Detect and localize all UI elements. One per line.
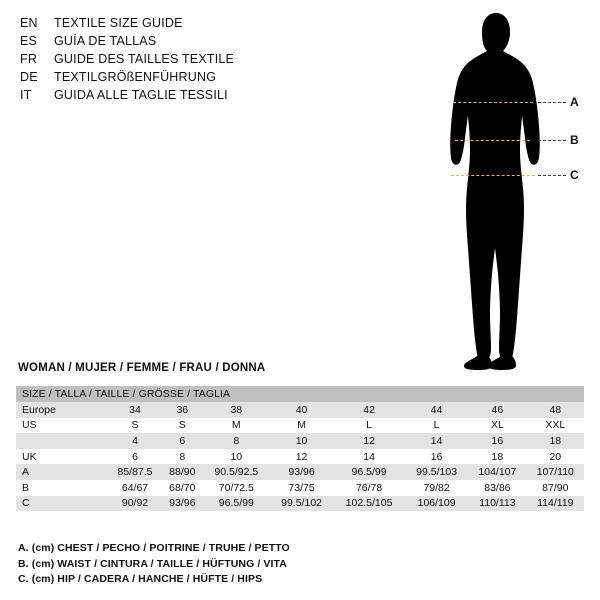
cell: S xyxy=(162,418,203,434)
cell: 85/87.5 xyxy=(108,464,162,480)
cell: XXL xyxy=(527,418,584,434)
language-code: IT xyxy=(20,88,32,102)
cell: 16 xyxy=(405,449,468,465)
table-header-label: SIZE / TALLA / TAILLE / GRÖSSE / TAGLIA xyxy=(16,386,584,402)
cell: 18 xyxy=(468,449,527,465)
cell: 87/90 xyxy=(527,480,584,496)
cell: 104/107 xyxy=(468,464,527,480)
cell: 46 xyxy=(468,402,527,418)
table-row xyxy=(16,480,584,496)
cell: M xyxy=(270,418,333,434)
marker-label-a: A xyxy=(570,95,579,109)
language-code: DE xyxy=(20,70,38,84)
row-label: US xyxy=(16,418,108,434)
measurement-legend xyxy=(18,541,578,588)
hip-measure-line xyxy=(451,175,535,176)
cell: 10 xyxy=(270,433,333,449)
cell: 88/90 xyxy=(162,464,203,480)
cell: 14 xyxy=(333,449,405,465)
cell: 110/113 xyxy=(468,496,527,512)
cell: L xyxy=(333,418,405,434)
language-title: TEXTILGRÖßENFÜHRUNG xyxy=(54,70,217,84)
chest-leader-line xyxy=(538,102,566,103)
waist-measure-line xyxy=(455,140,530,141)
female-body-figure xyxy=(420,8,590,378)
table-header-row xyxy=(16,386,584,402)
cell: XL xyxy=(468,418,527,434)
cell: 96.5/99 xyxy=(203,496,271,512)
marker-label-c: C xyxy=(570,168,579,182)
language-title: GUIDE DES TAILLES TEXTILE xyxy=(54,52,235,66)
language-row xyxy=(20,14,340,32)
cell: 6 xyxy=(108,449,162,465)
cell: 20 xyxy=(527,449,584,465)
language-code: FR xyxy=(20,52,38,66)
row-label xyxy=(16,433,108,449)
row-label: B xyxy=(16,480,108,496)
cell: 10 xyxy=(203,449,271,465)
legend-item-a: A. (cm) CHEST / PECHO / POITRINE / TRUHE / PETTO xyxy=(18,542,290,554)
language-row xyxy=(20,86,340,104)
cell: L xyxy=(405,418,468,434)
cell: 102.5/105 xyxy=(333,496,405,512)
cell: 93/96 xyxy=(270,464,333,480)
cell: 14 xyxy=(405,433,468,449)
language-row xyxy=(20,68,340,86)
cell: 68/70 xyxy=(162,480,203,496)
cell: 6 xyxy=(162,433,203,449)
cell: 99.5/102 xyxy=(270,496,333,512)
cell: 99.5/103 xyxy=(405,464,468,480)
row-label: A xyxy=(16,464,108,480)
cell: 8 xyxy=(162,449,203,465)
legend-item-c: C. (cm) HIP / CADERA / HANCHE / HÜFTE / HIPS xyxy=(18,573,263,585)
size-table xyxy=(16,386,584,511)
row-label: C xyxy=(16,496,108,512)
language-row xyxy=(20,50,340,68)
cell: 106/109 xyxy=(405,496,468,512)
language-code: ES xyxy=(20,34,38,48)
language-title: TEXTILE SIZE GUIDE xyxy=(54,16,183,30)
cell: 12 xyxy=(270,449,333,465)
cell: 114/119 xyxy=(527,496,584,512)
language-row xyxy=(20,32,340,50)
language-title-list xyxy=(20,14,340,104)
cell: 8 xyxy=(203,433,271,449)
row-label: Europe xyxy=(16,402,108,418)
cell: 70/72.5 xyxy=(203,480,271,496)
cell: 73/75 xyxy=(270,480,333,496)
table-row xyxy=(16,418,584,434)
cell: 79/82 xyxy=(405,480,468,496)
cell: M xyxy=(203,418,271,434)
language-code: EN xyxy=(20,16,38,30)
table-row xyxy=(16,449,584,465)
cell: 76/78 xyxy=(333,480,405,496)
cell: 96.5/99 xyxy=(333,464,405,480)
cell: 44 xyxy=(405,402,468,418)
category-title: WOMAN / MUJER / FEMME / FRAU / DONNA xyxy=(18,362,266,374)
cell: 107/110 xyxy=(527,464,584,480)
cell: 4 xyxy=(108,433,162,449)
cell: 16 xyxy=(468,433,527,449)
language-title: GUIDA ALLE TAGLIE TESSILI xyxy=(54,88,228,102)
cell: S xyxy=(108,418,162,434)
cell: 38 xyxy=(203,402,271,418)
table-row xyxy=(16,464,584,480)
cell: 18 xyxy=(527,433,584,449)
cell: 34 xyxy=(108,402,162,418)
cell: 48 xyxy=(527,402,584,418)
chest-measure-line xyxy=(453,102,533,103)
female-silhouette-icon xyxy=(420,8,590,378)
cell: 93/96 xyxy=(162,496,203,512)
hip-leader-line xyxy=(538,175,566,176)
cell: 83/86 xyxy=(468,480,527,496)
waist-leader-line xyxy=(538,140,566,141)
table-row xyxy=(16,496,584,512)
cell: 36 xyxy=(162,402,203,418)
cell: 40 xyxy=(270,402,333,418)
cell: 12 xyxy=(333,433,405,449)
table-row xyxy=(16,433,584,449)
legend-item-b: B. (cm) WAIST / CINTURA / TAILLE / HÜFTUNG / VITA xyxy=(18,557,287,570)
row-label: UK xyxy=(16,449,108,465)
cell: 90/92 xyxy=(108,496,162,512)
cell: 64/67 xyxy=(108,480,162,496)
cell: 90.5/92.5 xyxy=(203,464,271,480)
marker-label-b: B xyxy=(570,133,579,147)
cell: 42 xyxy=(333,402,405,418)
table-row xyxy=(16,402,584,418)
language-title: GUÍA DE TALLAS xyxy=(54,34,157,48)
